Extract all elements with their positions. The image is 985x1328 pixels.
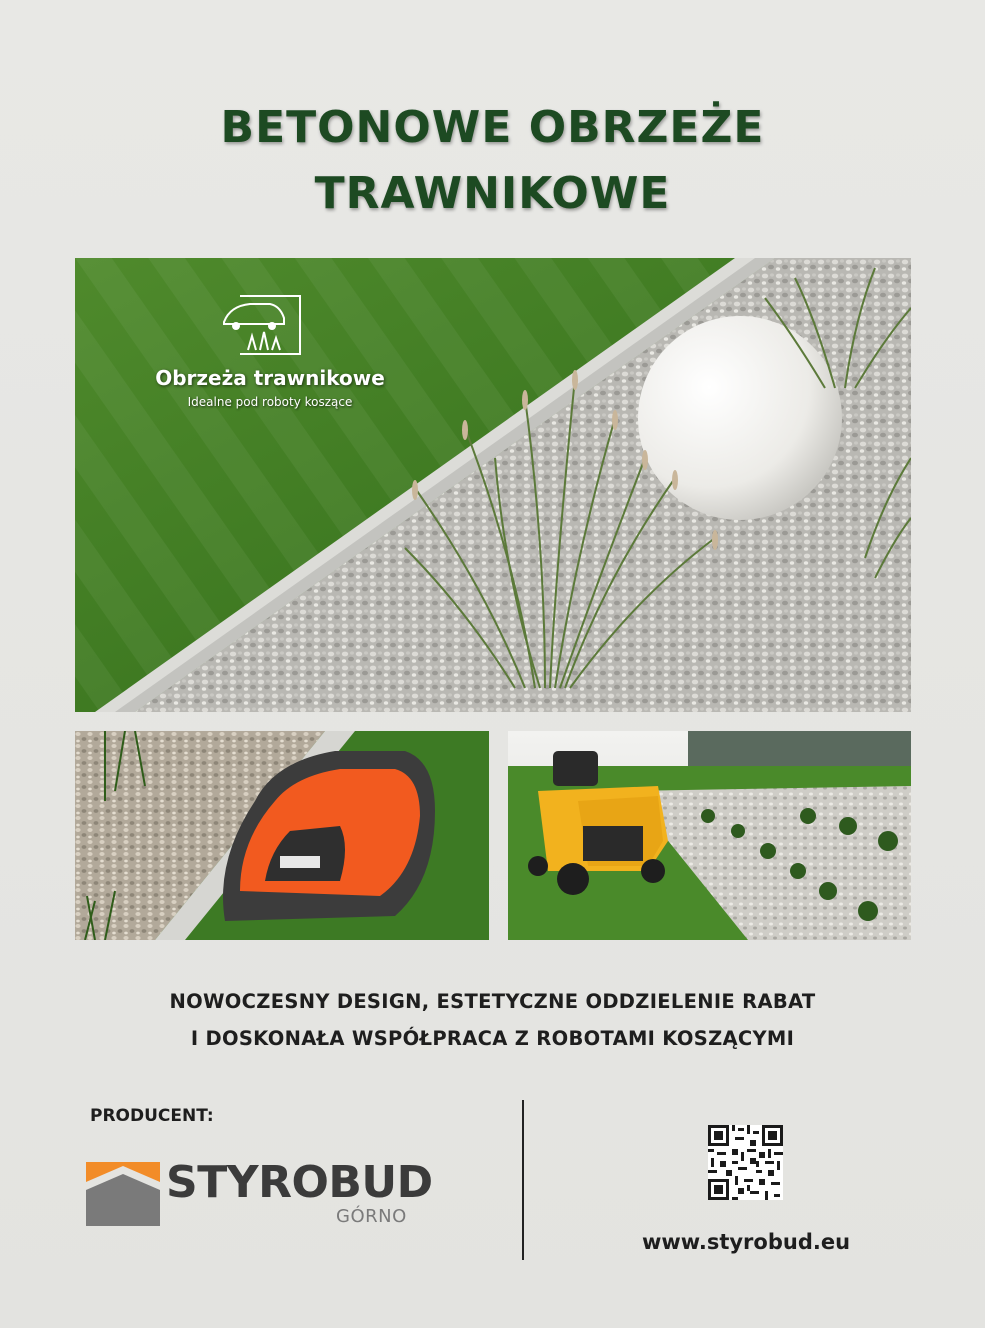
producer-label: PRODUCENT: [90, 1106, 214, 1126]
brand-name: STYROBUD [166, 1157, 433, 1208]
photo-riding-mower [508, 731, 911, 940]
qr-code-icon[interactable] [708, 1125, 783, 1200]
tagline-line-1: NOWOCZESNY DESIGN, ESTETYCZNE ODDZIELENIE RABAT [169, 990, 816, 1013]
website-link[interactable]: www.styrobud.eu [641, 1230, 851, 1254]
photo-robotic-mower [75, 731, 489, 940]
vertical-divider [522, 1100, 524, 1260]
styrobud-logo [86, 1157, 446, 1230]
house-roof-icon [86, 1160, 160, 1226]
brand-location: GÓRNO [336, 1206, 407, 1227]
badge-title: Obrzeża trawnikowe [155, 366, 385, 390]
badge-subtitle: Idealne pod roboty koszące [187, 395, 353, 409]
lawn-edging-badge [140, 292, 400, 422]
headline-line-1: BETONOWE OBRZEŻE [220, 102, 765, 153]
headline-line-2: TRAWNIKOWE [314, 168, 671, 219]
tagline-line-2: I DOSKONAŁA WSPÓŁPRACA Z ROBOTAMI KOSZĄCYMI [190, 1027, 795, 1050]
robot-mower-icon [220, 292, 302, 356]
